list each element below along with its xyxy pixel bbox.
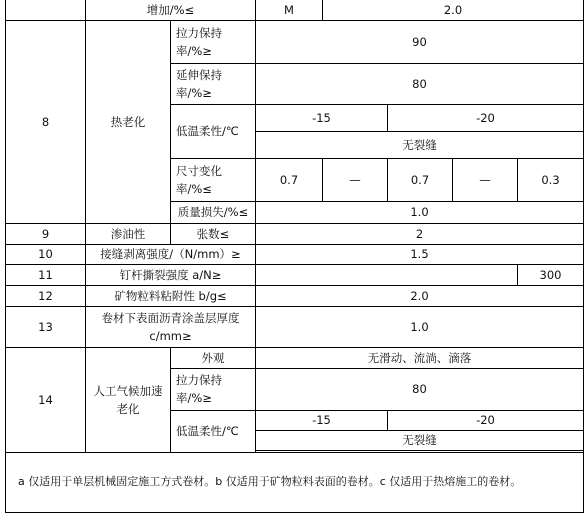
item-label: 矿物粒料粘附性 b/g≤ <box>86 285 256 306</box>
item-label: 外观 <box>171 347 256 368</box>
table-row <box>6 347 584 368</box>
footnote: a 仅适用于单层机械固定施工方式卷材。b 仅适用于矿物粒料表面的卷材。c 仅适用于热熔施工的卷材。 <box>6 452 584 512</box>
item-label: 拉力保持率/%≥ <box>171 368 256 410</box>
item-value: 1.0 <box>256 201 584 223</box>
item-value-b: -20 <box>388 410 584 430</box>
item-value: 无滑动、流淌、滴落 <box>256 347 584 368</box>
item-label: 延伸保持率/%≥ <box>171 63 256 104</box>
row-unit: M <box>256 0 323 20</box>
item-label: 质量损失/%≤ <box>171 201 256 223</box>
row-no: 9 <box>6 223 86 244</box>
row-no: 13 <box>6 306 86 347</box>
row-label: 增加/%≤ <box>86 0 256 20</box>
table-row <box>6 244 584 264</box>
item-value: 300 <box>518 264 584 285</box>
item-result: 无裂缝 <box>256 131 584 158</box>
row-no-cell <box>6 0 86 20</box>
row-no: 8 <box>6 20 86 223</box>
table-row <box>6 306 584 347</box>
row-no: 12 <box>6 285 86 306</box>
item-value: 0.3 <box>518 158 584 201</box>
row-no: 10 <box>6 244 86 264</box>
item-label: 卷材下表面沥青涂盖层厚度 c/mm≥ <box>86 306 256 347</box>
group-name: 人工气候加速老化 <box>86 347 171 452</box>
item-value: 90 <box>256 20 584 63</box>
item-label: 尺寸变化率/%≤ <box>171 158 256 201</box>
item-value: — <box>323 158 388 201</box>
item-result: 无裂缝 <box>256 430 584 450</box>
item-value-a: -15 <box>256 410 388 430</box>
row-value: 2.0 <box>323 0 584 20</box>
item-value: 1.0 <box>256 306 584 347</box>
item-value: 80 <box>256 63 584 104</box>
group-name: 热老化 <box>86 20 171 223</box>
item-label: 接缝剥离强度/（N/mm）≥ <box>86 244 256 264</box>
row-name: 渗油性 <box>86 223 171 244</box>
row-no: 14 <box>6 347 86 452</box>
row-no: 11 <box>6 264 86 285</box>
item-label: 张数≤ <box>171 223 256 244</box>
spec-table <box>5 0 584 513</box>
table-row <box>6 264 584 285</box>
item-label: 拉力保持率/%≥ <box>171 20 256 63</box>
item-label: 钉杆撕裂强度 a/N≥ <box>86 264 256 285</box>
item-value: — <box>453 158 518 201</box>
table-row <box>6 0 584 20</box>
item-value: 0.7 <box>388 158 453 201</box>
item-value: 80 <box>256 368 584 410</box>
item-label: 低温柔性/℃ <box>171 410 256 452</box>
table-row <box>6 223 584 244</box>
item-value-a: -15 <box>256 104 388 131</box>
item-value: 2.0 <box>256 285 584 306</box>
item-value-b: -20 <box>388 104 584 131</box>
item-value: 0.7 <box>256 158 323 201</box>
table-row <box>6 20 584 63</box>
item-value: 1.5 <box>256 244 584 264</box>
item-value: 2 <box>256 223 584 244</box>
table-row <box>6 285 584 306</box>
item-label: 低温柔性/℃ <box>171 104 256 158</box>
footnote-row <box>6 452 584 512</box>
item-empty <box>256 264 518 285</box>
